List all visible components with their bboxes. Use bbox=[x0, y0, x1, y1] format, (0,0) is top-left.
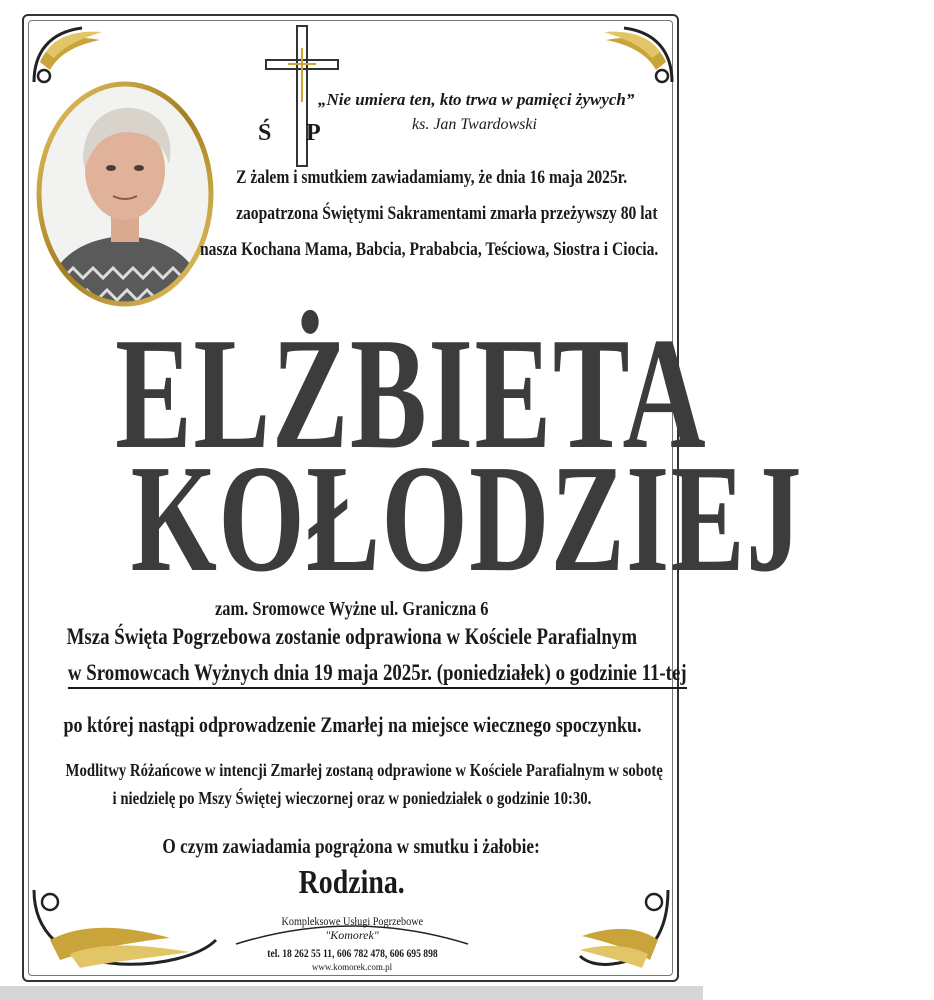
mass-line-3-text: po której nastąpi odprowadzenie Zmarłej na miejsce wiecznego spoczynku. bbox=[63, 712, 642, 737]
cross-letter-right: P bbox=[306, 120, 321, 146]
address-text: zam. Sromowce Wyżne ul. Graniczna 6 bbox=[214, 598, 489, 620]
rosary-line-2-text: i niedzielę po Mszy Świętej wieczornej oraz w poniedziałek o godzinie 10:30. bbox=[112, 788, 591, 808]
deceased-last-name bbox=[0, 434, 803, 604]
memorial-quote: „Nie umiera ten, kto trwa w pamięci żywych” bbox=[318, 90, 635, 109]
announcement-line-3: nasza Kochana Mama, Babcia, Prababcia, Teściowa, Siostra i Ciocia. bbox=[200, 239, 659, 260]
mass-line-1 bbox=[0, 624, 703, 650]
funeral-home-logo bbox=[226, 914, 478, 990]
cross-letter-left: Ś bbox=[258, 120, 272, 146]
funeral-home-title-text: Kompleksowe Usługi Pogrzebowe bbox=[281, 914, 423, 928]
bottom-strip bbox=[0, 986, 703, 1000]
top-left-ornament bbox=[30, 22, 106, 86]
rosary-line-1-text: Modlitwy Różańcowe w intencji Zmarłej zostaną odprawione w Kościele Parafialnym w sobotę bbox=[65, 760, 663, 780]
family-intro bbox=[0, 834, 703, 859]
funeral-home-title bbox=[226, 914, 478, 929]
family-signature-text: Rodzina. bbox=[298, 864, 405, 901]
announcement-block bbox=[200, 160, 659, 268]
top-right-ornament bbox=[600, 22, 676, 86]
family-intro-text: O czym zawiadamia pogrążona w smutku i żałobie: bbox=[162, 834, 541, 858]
last-name-text: KOŁODZIEJ bbox=[130, 434, 803, 604]
rosary-line-1 bbox=[0, 760, 703, 781]
announcement-line-2: zaopatrzona Świętymi Sakramentami zmarła przeżywszy 80 lat bbox=[236, 203, 658, 224]
address-line bbox=[0, 598, 703, 621]
family-signature bbox=[0, 864, 703, 902]
rosary-line-2 bbox=[0, 788, 703, 809]
first-name-text: ELŻBIETA bbox=[115, 304, 708, 482]
funeral-home-website: www.komorek.com.pl bbox=[311, 962, 393, 972]
quote-author: ks. Jan Twardowski bbox=[412, 116, 537, 133]
mass-line-2-text: w Sromowcach Wyżnych dnia 19 maja 2025r. (poniedziałek) o godzinie 11-tej bbox=[68, 660, 687, 689]
mass-line-2 bbox=[0, 660, 703, 689]
portrait-photo bbox=[33, 78, 217, 310]
announcement-line-1: Z żalem i smutkiem zawiadamiamy, że dnia 16 maja 2025r. bbox=[236, 167, 628, 188]
mass-line-3 bbox=[0, 712, 703, 738]
mass-line-1-text: Msza Święta Pogrzebowa zostanie odprawiona w Kościele Parafialnym bbox=[66, 624, 637, 649]
funeral-home-name: "Komorek" bbox=[325, 928, 379, 942]
funeral-home-phones bbox=[226, 946, 478, 961]
funeral-home-phones-text: tel. 18 262 55 11, 606 782 478, 606 695 898 bbox=[266, 946, 438, 960]
